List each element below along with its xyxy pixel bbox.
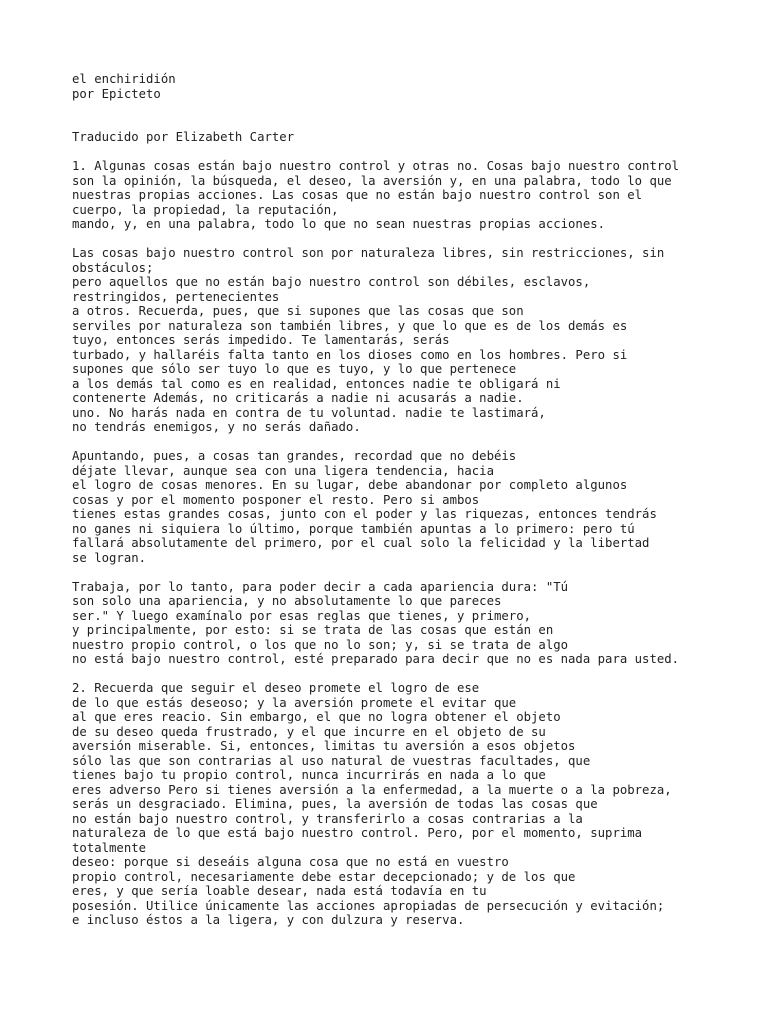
text-line: son la opinión, la búsqueda, el deseo, la aversión y, en una palabra, todo lo que bbox=[72, 173, 672, 188]
text-line: naturaleza de lo que está bajo nuestro control. Pero, por el momento, suprima bbox=[72, 826, 643, 840]
text-line: tienes bajo tu propio control, nunca incurrirás en nada a lo que bbox=[72, 768, 546, 782]
paragraph bbox=[72, 580, 762, 667]
text-line: no está bajo nuestro control, esté preparado para decir que no es nada para usted. bbox=[72, 652, 680, 666]
text-line: se logran. bbox=[72, 550, 147, 565]
text-line: nuestro propio control, o los que no lo son; y, si se trata de algo bbox=[72, 637, 569, 652]
text-line: tuyo, entonces serás impedido. Te lamentarás, serás bbox=[72, 333, 450, 347]
text-line: eres adverso Pero si tienes aversión a la enfermedad, a la muerte o a la pobreza, bbox=[72, 782, 672, 797]
text-line: no tendrás enemigos, y no serás dañado. bbox=[72, 420, 361, 434]
text-line: nuestras propias acciones. Las cosas que no están bajo nuestro control son el bbox=[72, 188, 643, 202]
text-line: totalmente bbox=[72, 840, 147, 855]
text-line: propio control, necesariamente debe estar decepcionado; y de los que bbox=[72, 869, 576, 884]
text-line: mando, y, en una palabra, todo lo que no sean nuestras propias acciones. bbox=[72, 217, 606, 231]
spacer bbox=[72, 565, 762, 580]
spacer bbox=[72, 667, 762, 682]
text-line: pero aquellos que no están bajo nuestro control son débiles, esclavos, bbox=[72, 275, 591, 289]
spacer bbox=[72, 232, 762, 247]
text-line: supones que sólo ser tuyo lo que es tuyo, y lo que pertenece bbox=[72, 362, 517, 376]
paragraph bbox=[72, 159, 762, 232]
text-line: Las cosas bajo nuestro control son por naturaleza libres, sin restricciones, sin bbox=[72, 246, 665, 260]
spacer bbox=[72, 101, 762, 116]
paragraph bbox=[72, 681, 762, 928]
paragraph bbox=[72, 449, 762, 565]
spacer bbox=[72, 145, 762, 160]
text-line: el logro de cosas menores. En su lugar, debe abandonar por completo algunos bbox=[72, 478, 628, 492]
text-line: turbado, y hallaréis falta tanto en los dioses como en los hombres. Pero si bbox=[72, 347, 628, 362]
text-line: a los demás tal como es en realidad, entonces nadie te obligará ni bbox=[72, 376, 561, 391]
text-line: son solo una apariencia, y no absolutamente lo que pareces bbox=[72, 594, 502, 608]
text-line: serviles por naturaleza son también libres, y que lo que es de los demás es bbox=[72, 318, 628, 333]
text-line: a otros. Recuerda, pues, que si supones que las cosas que son bbox=[72, 304, 524, 318]
spacer bbox=[72, 116, 762, 131]
text-line: Apuntando, pues, a cosas tan grandes, recordad que no debéis bbox=[72, 449, 517, 463]
text-line: deseo: porque si deseáis alguna cosa que no está en vuestro bbox=[72, 855, 509, 869]
text-line: no ganes ni siquiera lo último, porque también apuntas a lo primero: pero tú bbox=[72, 521, 635, 536]
text-line: al que eres reacio. Sin embargo, el que no logra obtener el objeto bbox=[72, 710, 561, 724]
text-line: e incluso éstos a la ligera, y con dulzura y reserva. bbox=[72, 913, 465, 927]
spacer bbox=[72, 435, 762, 450]
text-line: Trabaja, por lo tanto, para poder decir a cada apariencia dura: "Tú bbox=[72, 579, 569, 594]
text-line: déjate llevar, aunque sea con una ligera tendencia, hacia bbox=[72, 463, 494, 478]
text-line: restringidos, pertenecientes bbox=[72, 289, 280, 304]
document-author: por Epicteto bbox=[72, 86, 161, 101]
text-line: cosas y por el momento posponer el resto. Pero si ambos bbox=[72, 492, 480, 507]
text-line: eres, y que sería loable desear, nada está todavía en tu bbox=[72, 884, 487, 898]
text-line: posesión. Utilice únicamente las acciones apropiadas de persecución y evitación; bbox=[72, 898, 665, 913]
text-line: sólo las que son contrarias al uso natural de vuestras facultades, que bbox=[72, 753, 591, 768]
document-translator: Traducido por Elizabeth Carter bbox=[72, 130, 295, 144]
document-title: el enchiridión bbox=[72, 72, 176, 86]
text-line: y principalmente, por esto: si se trata de las cosas que están en bbox=[72, 623, 554, 637]
text-line: cuerpo, la propiedad, la reputación, bbox=[72, 202, 339, 217]
text-line: aversión miserable. Si, entonces, limitas tu aversión a esos objetos bbox=[72, 739, 576, 753]
text-line: de su deseo queda frustrado, y el que incurre en el objeto de su bbox=[72, 724, 546, 739]
paragraph bbox=[72, 246, 762, 435]
text-line: 1. Algunas cosas están bajo nuestro control y otras no. Cosas bajo nuestro control bbox=[72, 159, 680, 173]
document-body bbox=[72, 72, 762, 928]
text-line: obstáculos; bbox=[72, 260, 154, 275]
text-line: fallará absolutamente del primero, por el cual solo la felicidad y la libertad bbox=[72, 536, 650, 550]
text-line: tienes estas grandes cosas, junto con el poder y las riquezas, entonces tendrás bbox=[72, 507, 657, 521]
text-line: serás un desgraciado. Elimina, pues, la aversión de todas las cosas que bbox=[72, 797, 598, 811]
text-line: 2. Recuerda que seguir el deseo promete el logro de ese bbox=[72, 681, 480, 695]
text-line: contenerte Además, no criticarás a nadie ni acusarás a nadie. bbox=[72, 391, 524, 405]
text-line: ser." Y luego examínalo por esas reglas que tienes, y primero, bbox=[72, 608, 532, 623]
text-line: uno. No harás nada en contra de tu voluntad. nadie te lastimará, bbox=[72, 405, 546, 420]
text-line: no están bajo nuestro control, y transferirlo a cosas contrarias a la bbox=[72, 811, 583, 826]
text-line: de lo que estás deseoso; y la aversión promete el evitar que bbox=[72, 695, 517, 710]
paragraph-list bbox=[72, 159, 762, 928]
